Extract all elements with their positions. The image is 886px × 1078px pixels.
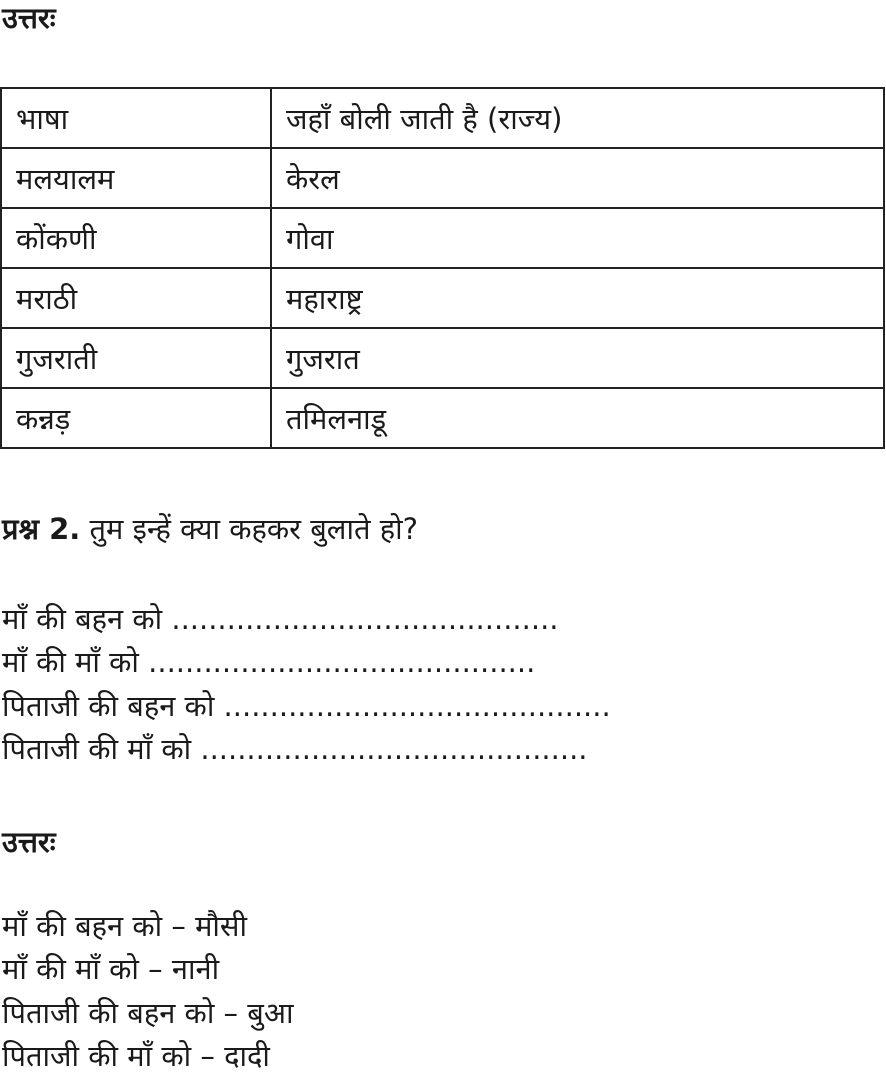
header-language: भाषा — [1, 88, 271, 148]
blank-line: माँ की माँ को .......................................... — [2, 645, 536, 679]
language-table — [0, 87, 885, 449]
table-row — [1, 268, 884, 328]
blank-line: पिताजी की बहन को .......................................... — [2, 689, 611, 723]
table-row — [1, 208, 884, 268]
cell-state: गुजरात — [271, 328, 884, 388]
answer-label: उत्तरः — [2, 825, 56, 859]
blank-line: पिताजी की माँ को .......................................... — [2, 732, 588, 766]
cell-language: मलयालम — [1, 148, 271, 208]
table-row — [1, 328, 884, 388]
table-row — [1, 148, 884, 208]
cell-state: तमिलनाडू — [271, 388, 884, 448]
answer-line: पिताजी की माँ को – दादी — [2, 1039, 270, 1073]
answer-label: उत्तरः — [2, 1, 56, 35]
answer-line: पिताजी की बहन को – बुआ — [2, 996, 294, 1030]
table-row — [1, 388, 884, 448]
cell-language: कन्नड़ — [1, 388, 271, 448]
question-text: तुम इन्हें क्या कहकर बुलाते हो? — [89, 512, 419, 546]
cell-state: केरल — [271, 148, 884, 208]
blank-line: माँ की बहन को .......................................... — [2, 602, 559, 636]
cell-language: कोंकणी — [1, 208, 271, 268]
cell-language: गुजराती — [1, 328, 271, 388]
answer-line: माँ की बहन को – मौसी — [2, 909, 248, 943]
answer-line: माँ की माँ को – नानी — [2, 952, 220, 986]
question-2 — [2, 512, 419, 546]
header-state: जहाँ बोली जाती है (राज्य) — [271, 88, 884, 148]
cell-state: महाराष्ट्र — [271, 268, 884, 328]
question-number: प्रश्न 2. — [2, 512, 81, 546]
cell-language: मराठी — [1, 268, 271, 328]
cell-state: गोवा — [271, 208, 884, 268]
table-header-row — [1, 88, 884, 148]
